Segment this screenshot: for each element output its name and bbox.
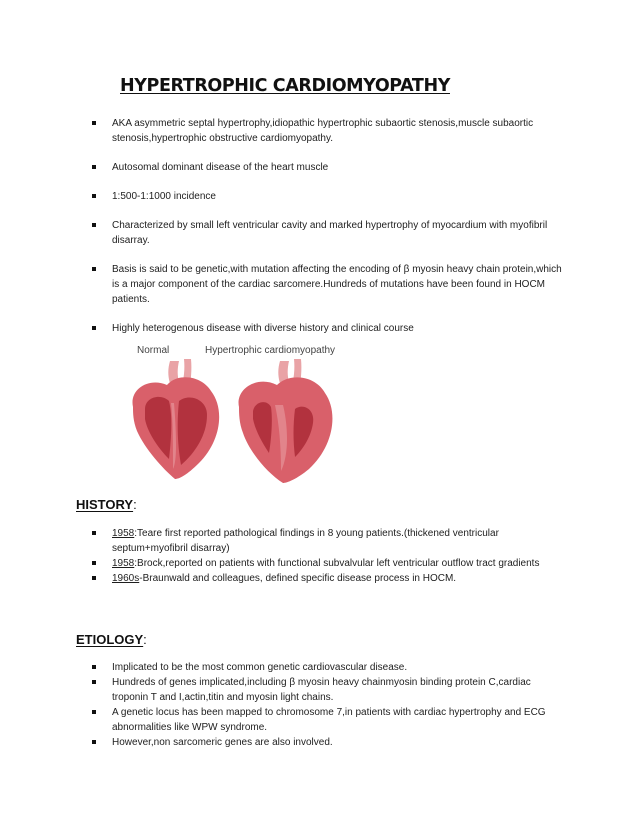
bullet-icon [92, 194, 96, 198]
list-item [92, 189, 562, 204]
etiology-heading [76, 632, 147, 647]
history-heading [76, 497, 137, 512]
bullet-icon [92, 561, 96, 565]
bullet-icon [92, 710, 96, 714]
list-item-text: :Teare first reported pathological findings in 8 young patients.(thickened ventricular septum+myofibril disarray) [112, 528, 499, 554]
bullet-icon [92, 680, 96, 684]
list-item [92, 218, 562, 248]
normal-heart-illustration [132, 359, 219, 479]
bullet-icon [92, 223, 96, 227]
list-item [92, 556, 562, 571]
list-item-text: -Braunwald and colleagues, defined specific disease process in HOCM. [139, 573, 457, 584]
history-heading-text: HISTORY [76, 497, 134, 512]
list-item-text: Implicated to be the most common genetic cardiovascular disease. [112, 662, 408, 673]
bullet-icon [92, 121, 96, 125]
normal-heart-label: Normal [137, 345, 170, 356]
list-item [92, 660, 562, 675]
list-item-text: A genetic locus has been mapped to chromosome 7,in patients with cardiac hypertrophy and ECG abnormalities like WPW syndrome. [112, 707, 546, 733]
hypertrophic-heart-illustration [239, 359, 333, 483]
history-date: 1958 [112, 558, 135, 569]
list-item-text: 1:500-1:1000 incidence [112, 191, 216, 202]
list-item [92, 705, 562, 735]
bullet-icon [92, 740, 96, 744]
list-item-text: Highly heterogenous disease with diverse history and clinical course [112, 323, 414, 334]
bullet-icon [92, 531, 96, 535]
list-item [92, 571, 562, 586]
list-item [92, 675, 562, 705]
bullet-icon [92, 267, 96, 271]
list-item [92, 526, 562, 556]
list-item [92, 321, 562, 336]
bullet-icon [92, 576, 96, 580]
history-date: 1960s [112, 573, 140, 584]
intro-bullet-list [92, 116, 562, 350]
history-heading-colon: : [133, 497, 137, 512]
list-item-text: AKA asymmetric septal hypertrophy,idiopathic hypertrophic subaortic stenosis,muscle subaortic stenosis,hypertrophic obstructive cardiomyopathy. [112, 118, 534, 144]
list-item-text: :Brock,reported on patients with functional subvalvular left ventricular outflow tract gradients [134, 558, 540, 569]
bullet-icon [92, 165, 96, 169]
etiology-heading-text: ETIOLOGY [76, 632, 144, 647]
document-title: HYPERTROPHIC CARDIOMYOPATHY [120, 76, 450, 96]
hcm-heart-label: Hypertrophic cardiomyopathy [205, 345, 336, 356]
list-item-text: Hundreds of genes implicated,including β myosin heavy chainmyosin binding protein C,cardiac troponin T and I,actin,titin and myosin light chains. [112, 677, 531, 703]
etiology-heading-colon: : [143, 632, 147, 647]
etiology-list [92, 660, 562, 750]
list-item-text: Autosomal dominant disease of the heart muscle [112, 162, 329, 173]
list-item-text: However,non sarcomeric genes are also involved. [112, 737, 333, 748]
list-item [92, 735, 562, 750]
list-item [92, 160, 562, 175]
heart-comparison-figure [115, 345, 365, 487]
list-item [92, 116, 562, 146]
list-item [92, 262, 562, 307]
history-list [92, 526, 562, 586]
list-item-text: Basis is said to be genetic,with mutation affecting the encoding of β myosin heavy chain protein,which is a major component of the cardiac sarcomere.Hundreds of mutations have been found in HOCM patients. [112, 264, 562, 305]
list-item-text: Characterized by small left ventricular cavity and marked hypertrophy of myocardium with myofibril disarray. [112, 220, 548, 246]
bullet-icon [92, 326, 96, 330]
bullet-icon [92, 665, 96, 669]
history-date: 1958 [112, 528, 135, 539]
